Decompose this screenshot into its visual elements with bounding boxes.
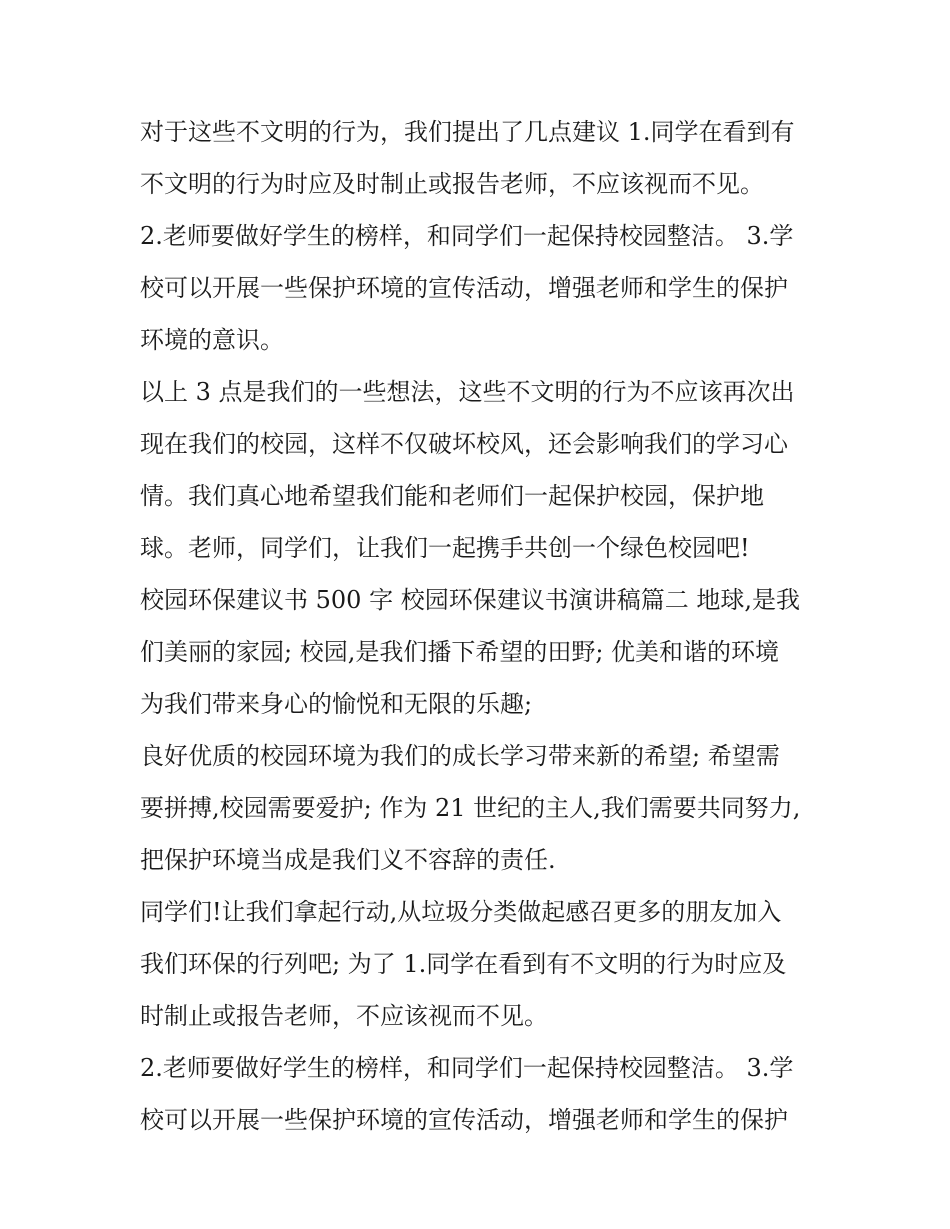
text-line: 良好优质的校园环境为我们的成长学习带来新的希望; 希望需 [140,742,780,770]
text-line: 时制止或报告老师，不应该视而不见。 [140,1002,548,1030]
text-line: 现在我们的校园，这样不仅破坏校风，还会影响我们的学习心 [140,430,788,458]
text-line: 2.老师要做好学生的榜样，和同学们一起保持校园整洁。 3.学 [140,1054,794,1082]
text-line: 我们环保的行列吧; 为了 1.同学在看到有不文明的行为时应及 [140,950,787,978]
text-line: 同学们!让我们拿起行动,从垃圾分类做起感召更多的朋友加入 [140,898,782,926]
text-line: 情。我们真心地希望我们能和老师们一起保护校园，保护地 [140,482,764,510]
text-line: 校园环保建议书 500 字 校园环保建议书演讲稿篇二 地球,是我 [140,586,800,614]
text-line: 校可以开展一些保护环境的宣传活动，增强老师和学生的保护 [140,274,788,302]
text-line: 环境的意识。 [140,326,284,354]
text-line: 球。老师，同学们，让我们一起携手共创一个绿色校园吧! [140,534,750,562]
text-line: 对于这些不文明的行为，我们提出了几点建议 1.同学在看到有 [140,118,795,146]
text-line: 为我们带来身心的愉悦和无限的乐趣; [140,690,533,718]
text-line: 以上 3 点是我们的一些想法，这些不文明的行为不应该再次出 [140,378,795,406]
text-line: 校可以开展一些保护环境的宣传活动，增强老师和学生的保护 [140,1106,788,1134]
text-line: 不文明的行为时应及时制止或报告老师，不应该视而不见。 [140,170,764,198]
text-line: 把保护环境当成是我们义不容辞的责任. [140,846,556,874]
text-line: 要拼搏,校园需要爱护; 作为 21 世纪的主人,我们需要共同努力, [140,794,801,822]
text-line: 2.老师要做好学生的榜样，和同学们一起保持校园整洁。 3.学 [140,222,794,250]
text-line: 们美丽的家园; 校园,是我们播下希望的田野; 优美和谐的环境 [140,638,780,666]
document-body-text [140,106,840,1146]
